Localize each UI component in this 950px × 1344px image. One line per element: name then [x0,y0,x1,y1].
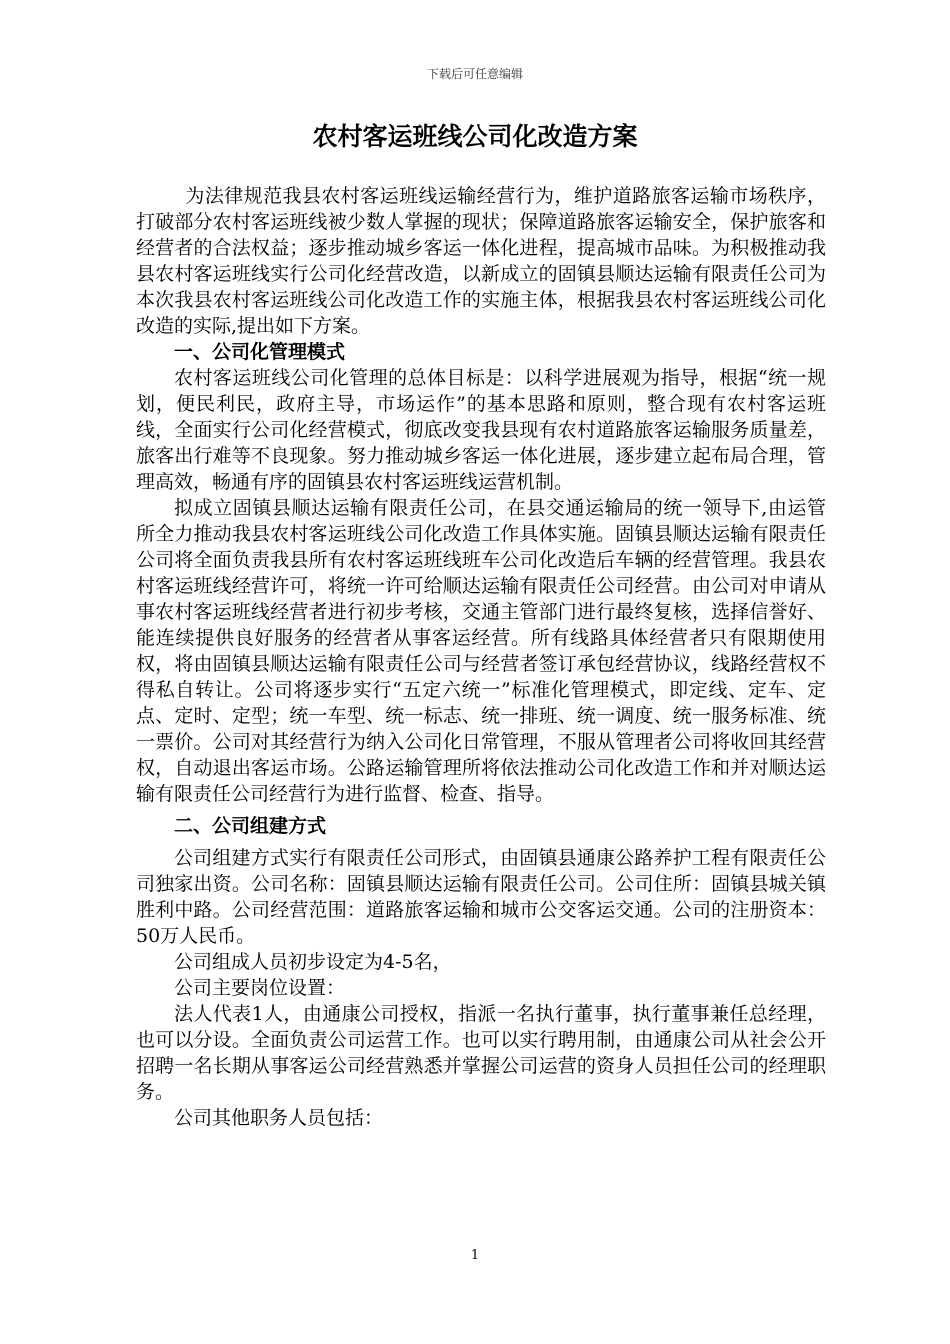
paragraph-positions-intro: 公司主要岗位设置： [174,977,346,999]
section-heading-management-model: 一、公司化管理模式 [174,341,346,363]
page-number: 1 [470,1248,480,1263]
paragraph-other-staff: 公司其他职务人员包括： [174,1107,384,1129]
section-heading-formation-method: 二、公司组建方式 [174,815,327,837]
paragraph-formation-details: 公司组建方式实行有限责任公司形式，由固镇县通康公路养护工程有限责任公司独家出资。公司名称：固镇县顺达运输有限责任公司。公司住所：固镇县城关镇胜利中路。公司经营范围：道路旅客运输和城市公交客运交通。公司的注册资本：50万人民币。 [136,847,826,947]
document-title: 农村客运班线公司化改造方案 [312,122,638,151]
document-body [136,183,826,1131]
paragraph-staff-count: 公司组成人员初步设定为4-5名， [174,951,452,973]
intro-paragraph: 为法律规范我县农村客运班线运输经营行为，维护道路旅客运输市场秩序，打破部分农村客运班线被少数人掌握的现状；保障道路旅客运输安全，保护旅客和经营者的合法权益；逐步推动城乡客运一体化进程，提高城市品味。为积极推动我县农村客运班线实行公司化经营改造，以新成立的固镇县顺达运输有限责任公司为本次我县农村客运班线公司化改造工作的实施主体，根据我县农村客运班线公司化改造的实际,提出如下方案。 [136,185,826,337]
paragraph-legal-representative: 法人代表1人，由通康公司授权，指派一名执行董事，执行董事兼任总经理，也可以分设。全面负责公司运营工作。也可以实行聘用制，由通康公司从社会公开招聘一名长期从事客运公司经营熟悉并掌握公司运营的资身人员担任公司的经理职务。 [136,1003,826,1103]
paragraph-company-establishment: 拟成立固镇县顺达运输有限责任公司，在县交通运输局的统一领导下,由运管所全力推动我县农村客运班线公司化改造工作具体实施。固镇县顺达运输有限责任公司将全面负责我县所有农村客运班线班车公司化改造后车辆的经营管理。我县农村客运班线经营许可，将统一许可给顺达运输有限责任公司经营。由公司对申请从事农村客运班线经营者进行初步考核，交通主管部门进行最终复核，选择信誉好、能连续提供良好服务的经营者从事客运经营。所有线路具体经营者只有限期使用权，将由固镇县顺达运输有限责任公司与经营者签订承包经营协议，线路经营权不得私自转让。公司将逐步实行“五定六统一”标准化管理模式，即定线、定车、定点、定时、定型；统一车型、统一标志、统一排班、统一调度、统一服务标准、统一票价。公司对其经营行为纳入公司化日常管理，不服从管理者公司将收回其经营权，自动退出客运市场。公路运输管理所将依法推动公司化改造工作和并对顺达运输有限责任公司经营行为进行监督、检查、指导。 [136,497,826,805]
paragraph-management-goal: 农村客运班线公司化管理的总体目标是：以科学进展观为指导，根据“统一规划，便民利民，政府主导，市场运作”的基本思路和原则，整合现有农村客运班线，全面实行公司化经营模式，彻底改变我县现有农村道路旅客运输服务质量差，旅客出行难等不良现象。努力推动城乡客运一体化进展，逐步建立起布局合理，管理高效，畅通有序的固镇县农村客运班线运营机制。 [136,367,826,493]
page-header-note: 下载后可任意编辑 [426,67,523,81]
